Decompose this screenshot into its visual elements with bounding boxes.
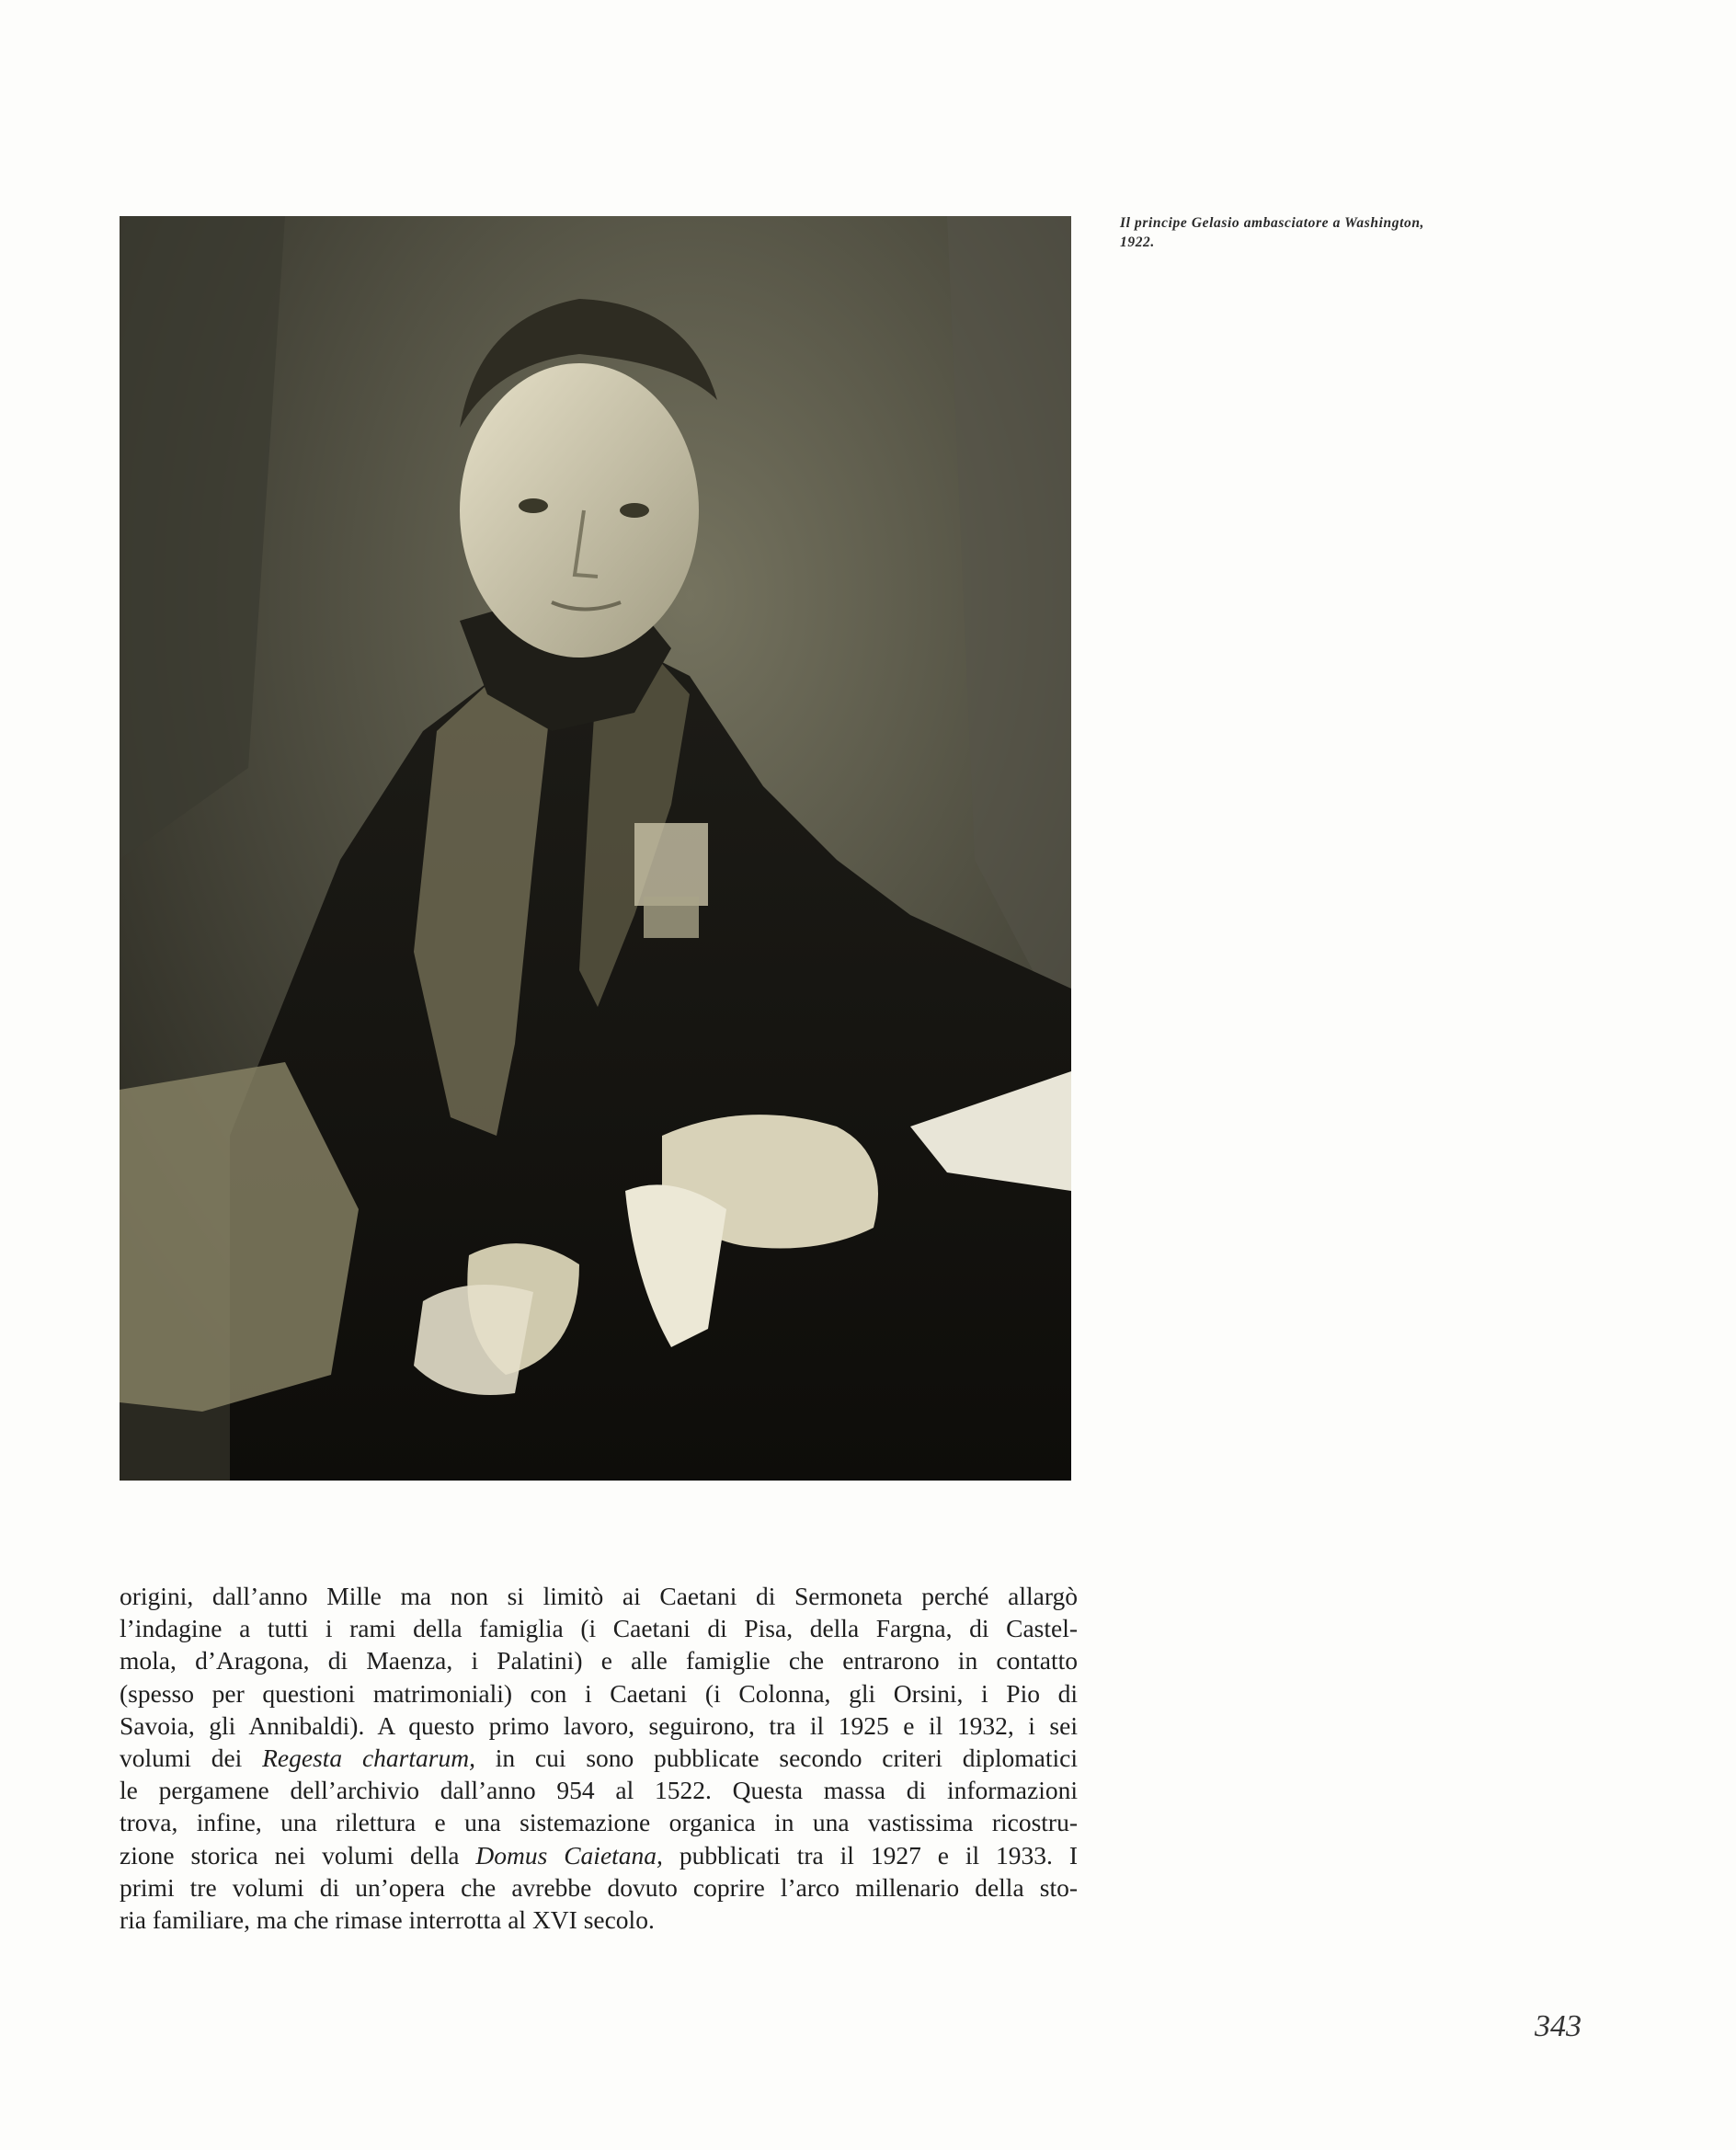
text-line (120, 1612, 1078, 1644)
text-segment: l’indagine a tutti i rami della famiglia (i Caetani di Pisa, della Fargna, di Castel- (120, 1614, 1078, 1643)
caption-line-2: 1922. (1120, 234, 1155, 250)
text-line (120, 1677, 1078, 1710)
text-line (120, 1774, 1078, 1806)
text-segment: (spesso per questioni matrimoniali) con i Caetani (i Colonna, gli Orsini, i Pio di (120, 1678, 1078, 1708)
text-segment: origini, dall’anno Mille ma non si limitò ai Caetani di Sermoneta perché allargò (120, 1582, 1078, 1610)
text-segment: primi tre volumi di un’opera che avrebbe dovuto coprire l’arco millenario della sto- (120, 1872, 1078, 1902)
text-segment: trova, infine, una rilettura e una sistemazione organica in una vastissima ricostru- (120, 1808, 1078, 1837)
photo-caption (1120, 213, 1598, 252)
text-segment: in cui sono pubblicate secondo criteri diplomatici (474, 1744, 1078, 1773)
text-segment: Savoia, gli Annibaldi). A questo primo lavoro, seguirono, tra il 1925 e il 1932, i sei (120, 1710, 1078, 1740)
italic-title: Regesta chartarum, (262, 1744, 475, 1773)
text-line (120, 1710, 1078, 1742)
portrait-photo (120, 216, 1071, 1481)
text-segment: pubblicati tra il 1927 e il 1933. I (662, 1840, 1078, 1870)
text-line (120, 1871, 1078, 1904)
text-segment: ria familiare, ma che rimase interrotta al XVI secolo. (120, 1905, 655, 1935)
text-line (120, 1580, 1078, 1612)
text-line (120, 1904, 1078, 1936)
italic-title: Domus Caietana, (475, 1840, 663, 1870)
text-segment: mola, d’Aragona, di Maenza, i Palatini) e alle famiglie che entrarono in contatto (120, 1646, 1078, 1675)
page-number: 343 (1535, 2009, 1582, 2043)
body-paragraph (120, 1580, 1078, 1936)
text-segment: le pergamene dell’archivio dall’anno 954 al 1522. Questa massa di informazioni (120, 1776, 1078, 1805)
text-line (120, 1742, 1078, 1774)
caption-line-1: Il principe Gelasio ambasciatore a Washington, (1120, 215, 1425, 231)
text-line (120, 1644, 1078, 1676)
text-line (120, 1806, 1078, 1838)
text-segment: volumi dei (120, 1744, 263, 1773)
text-segment: zione storica nei volumi della (120, 1840, 476, 1870)
text-line (120, 1839, 1078, 1871)
portrait-illustration (120, 216, 1071, 1481)
